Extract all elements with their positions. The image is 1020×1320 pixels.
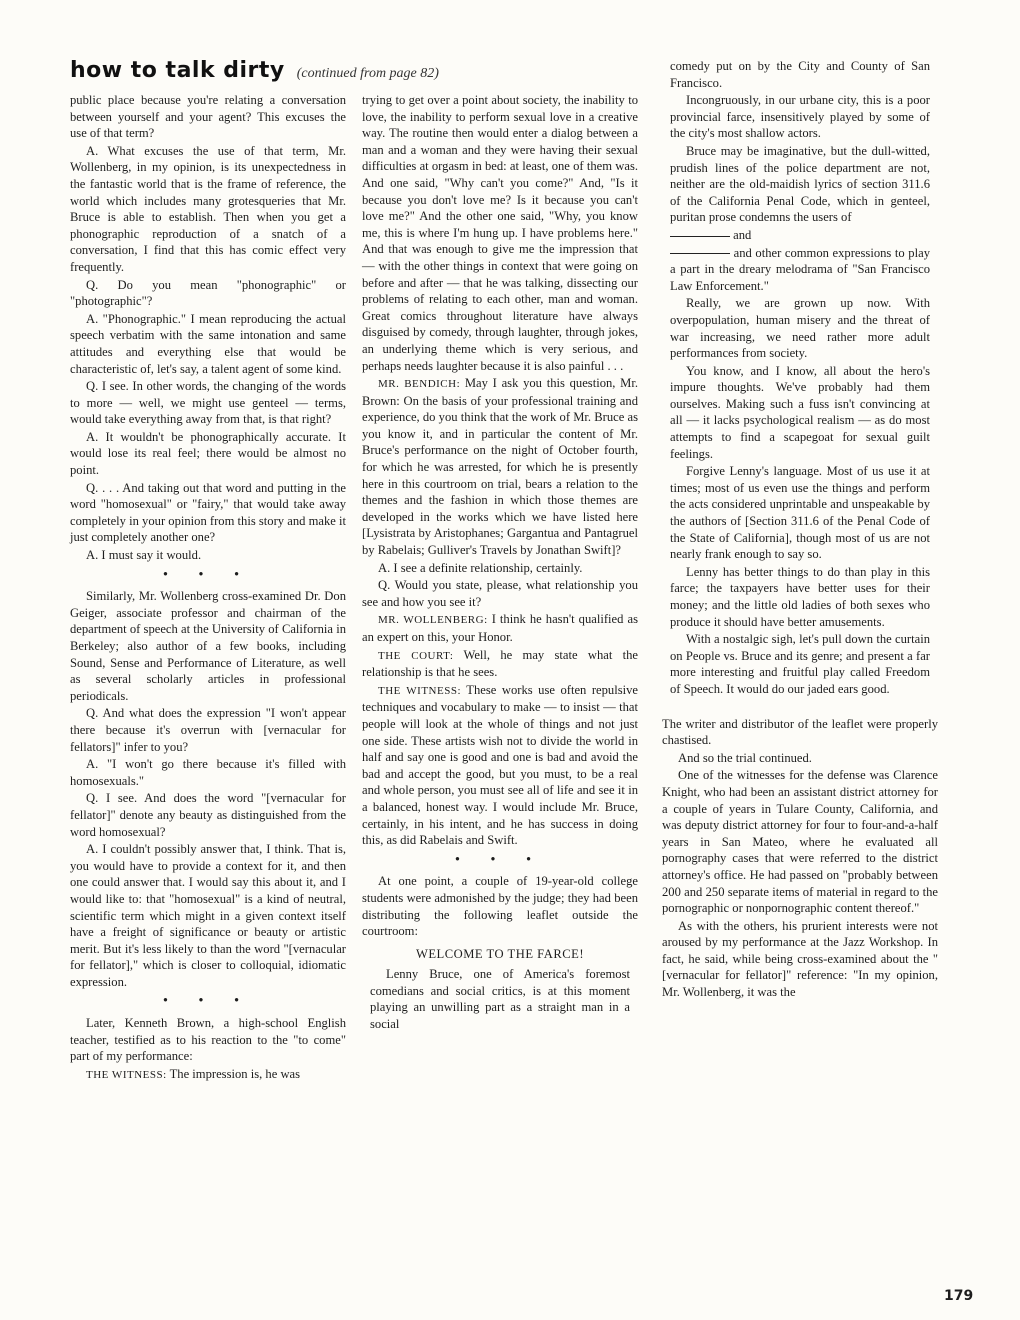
paragraph: Lenny has better things to do than play in this farce; the taxpayers have better uses for their money; and the little old ladies of both sexes who produce it should have better amusements.: [670, 564, 930, 629]
paragraph: Q. . . . And taking out that word and putting in the word "homosexual" or "fairy," that would take away completely in your opinion from this story and make it just completely another one?: [70, 480, 346, 545]
paragraph: comedy put on by the City and County of San Francisco.: [670, 59, 930, 90]
speaker-text: May I ask you this question, Mr. Brown: On the basis of your professional training and experience, do you think that the work of Mr. Bruce as you know it, and in particular the content of Mr. Bruce's performance on the night of October fourth, for which he was arrested, for which he is presently here in this courtroom on trial, bears a relation to the themes and the fashion in which those themes are developed in the works which we have listed here [Lysistrata by Aristophanes; Gargantua and Pantagruel by Rabelais; Gulliver's Travels by Jonathan Swift]?: [362, 376, 638, 558]
redaction-rule: [670, 253, 730, 254]
paragraph-text: and other common expressions to play a part in the dreary melodrama of "San Francisco Law Enforcement.": [670, 245, 930, 293]
paragraph-text: and: [733, 227, 752, 242]
spacer: [662, 706, 938, 716]
paragraph: Later, Kenneth Brown, a high-school English teacher, testified as to his reaction to the "to come" part of my performance:: [70, 1016, 346, 1064]
paragraph: A. It wouldn't be phonographically accurate. It would lose its real feel; there would be almost no point.: [70, 429, 346, 478]
article-title: how to talk dirty: [70, 58, 285, 83]
paragraph: public place because you're relating a conversation between yourself and your agent? This excuses the use of that term?: [70, 93, 346, 141]
paragraph: A. "I won't go there because it's filled with homosexuals.": [70, 757, 346, 788]
paragraph: And so the trial continued.: [678, 750, 812, 765]
paragraph: A. I must say it would.: [86, 548, 202, 563]
speaker-text: Well, he may state what the relationship is that he sees.: [362, 647, 639, 680]
text-column-2: [362, 92, 638, 1041]
paragraph: Q. I see. In other words, the changing of the words to more — well, we might use genteel — terms, would take everything away from that, is that right?: [70, 379, 346, 427]
paragraph: With a nostalgic sigh, let's pull down the curtain on People vs. Bruce and its genre; and present a far more interesting and fruitful play called Freedom of Speech. It would do our jaded ears good.: [670, 632, 930, 696]
paragraph: A. I see a definite relationship, certainly.: [378, 560, 583, 575]
paragraph: A. What excuses the use of that term, Mr. Wollenberg, in my opinion, is its unexpectedness in the fantastic world that is the frame of reference, the world which includes many grotesqueries that Mr. Bruce is able to establish. Then when you get a phonographic reproduction of a snatch of a conversation, I find that this has comic effect very frequently.: [70, 143, 346, 274]
paragraph: One of the witnesses for the defense was Clarence Knight, who had been an assistant district attorney for a couple of years in Tulare County, California, and was deputy district attorney for four to four-and-a-half years in San Mateo, where he evaluated all pornography cases that were referred to the district attorney's office. He had passed on "probably between 200 and 250 separate items of material in regard to the pornographic or nonpornographic content thereof.": [662, 768, 938, 916]
leaflet-heading: WELCOME TO THE FARCE!: [415, 946, 585, 961]
paragraph: [362, 611, 638, 645]
speaker-text: I think he hasn't qualified as an expert on this, your Honor.: [362, 612, 638, 644]
section-break: • • •: [163, 993, 253, 1008]
paragraph: Lenny Bruce, one of America's foremost comedians and social critics, is at this moment playing an unwilling part as a straight man in a social: [370, 967, 630, 1032]
paragraph: Really, we are grown up now. With overpopulation, human misery and the threat of war increasing, we need rather more adult performances from society.: [670, 296, 930, 361]
speaker-label: THE WITNESS:: [378, 684, 462, 697]
paragraph: [670, 245, 930, 295]
paragraph: A. "Phonographic." I mean reproducing the actual speech verbatim with the same intonation and same attitudes and everything else that would be characteristic of, let's say, a talent agent of some kind.: [70, 311, 346, 376]
paragraph: Bruce may be imaginative, but the dull-witted, prudish lines of the police department are not, neither are the old-maidish lyrics of section 311.6 of the California Penal Code, which in genteel, puritan prose condemns the users of: [670, 143, 930, 225]
paragraph: Forgive Lenny's language. Most of us use it at times; most of us even use the things and perform the acts considered unprintable and unspeakable by the authors of [Section 311.6 of the Penal Code of the State of California], though most of us are not nearly frank enough to say so.: [670, 464, 930, 562]
paragraph: Similarly, Mr. Wollenberg cross-examined Dr. Don Geiger, associate professor and chairman of the department of speech at the University of California in Berkeley; also author of a few books, including Sound, Sense and Performance of Literature, as well as several scholarly articles in professional periodicals.: [70, 589, 346, 703]
section-break: • • •: [163, 566, 253, 581]
speaker-text: The impression is, he was: [169, 1066, 301, 1081]
paragraph: Q. And what does the expression "I won't appear there because it's overrun with [vernacular for fellators]" infer to you?: [70, 706, 346, 754]
paragraph: [362, 375, 638, 559]
paragraph: As with the others, his prurient interests were not aroused by my performance at the Jazz Workshop. In fact, he said, while being cross-examined about the "[vernacular for fellator]" reference: "In my opinion, Mr. Wollenberg, it was the: [662, 918, 938, 1000]
paragraph: Incongruously, in our urbane city, this is a poor provincial farce, insensitively played by some of the city's most shallow actors.: [670, 93, 930, 141]
paragraph: The writer and distributor of the leaflet were properly chastised.: [662, 716, 938, 748]
speaker-label: THE COURT:: [378, 649, 454, 662]
speaker-label: MR. BENDICH:: [378, 378, 461, 391]
leaflet-quote-continued: [662, 58, 938, 698]
paragraph: Q. Would you state, please, what relationship you see and how you see it?: [362, 578, 638, 609]
paragraph: trying to get over a point about society, the inability to love, the inability to perform sexual love in a creative way. The routine then would enter a dialog between a man and a woman and they were having their sexual difficulties at orgasm in bed: at least, one of them was. And one said, "Why can't you come?" And, "Is it because you don't love me? Is it because you can't love me?" And the other one said, "Why, you know me, this is where I'm hung up. I have problems here." And that was enough to give me the impression that — with the other things in context that were going on before and after — that he was talking, dissecting our problems of relating to each other, man and woman. Great comics throughout literature have always disguised by comedy, through laughter, through jokes, an underlying theme which is very serious, and perhaps needs laughter because it is also painful . . .: [362, 93, 638, 373]
continued-note: (continued from page 82): [296, 66, 439, 81]
paragraph: [70, 1066, 346, 1084]
paragraph: You know, and I know, all about the hero's impure thoughts. We've probably had them ourselves. Making such a fuss isn't convincing at all — it lacks psychological realism — as do most attempts to find a scapegoat for sexual guilt feelings.: [670, 363, 930, 461]
paragraph: [362, 647, 638, 681]
paragraph: Q. Do you mean "phonographic" or "photographic"?: [70, 277, 346, 309]
speaker-label: THE WITNESS:: [86, 1068, 167, 1081]
article-header: [70, 58, 439, 83]
page-number: 179: [944, 1288, 974, 1304]
speaker-text: These works use often repulsive techniques and vocabulary to make — to insist — that people will look at the whole of things and not just one side. These artists wish not to divide the world in half and say one is good and one is bad and avoid the bad and accept the good, but you must, to be a real and whole person, you must see all of life and see it in a balanced, honest way. I would include Mr. Bruce, certainly, in his intent, and he has success in doing this, as did Rabelais and Swift.: [362, 682, 638, 848]
redaction-rule: [670, 236, 730, 237]
paragraph: [670, 227, 930, 244]
section-break: • • •: [455, 851, 545, 866]
text-column-3: [662, 58, 938, 1002]
text-column-1: [70, 92, 346, 1084]
speaker-label: MR. WOLLENBERG:: [378, 614, 488, 627]
paragraph: [362, 682, 638, 849]
paragraph: Q. I see. And does the word "[vernacular for fellator]" denote any beauty as distinguished from the word homosexual?: [70, 791, 346, 839]
paragraph: At one point, a couple of 19-year-old college students were admonished by the judge; they had been distributing the following leaflet outside the courtroom:: [362, 874, 638, 939]
paragraph: A. I couldn't possibly answer that, I think. That is, you would have to provide a context for it, and then one could answer that. I would say this about it, and I would like to: that "homosexual" is a kind of neutral, scientific term which might in a given context itself have a freight of significance or beauty or artistic merit. But it's less likely to than the word "[vernacular for fellator]," which is closer to colloquial, idiomatic expression.: [70, 842, 346, 989]
leaflet-quote: [362, 946, 638, 1033]
